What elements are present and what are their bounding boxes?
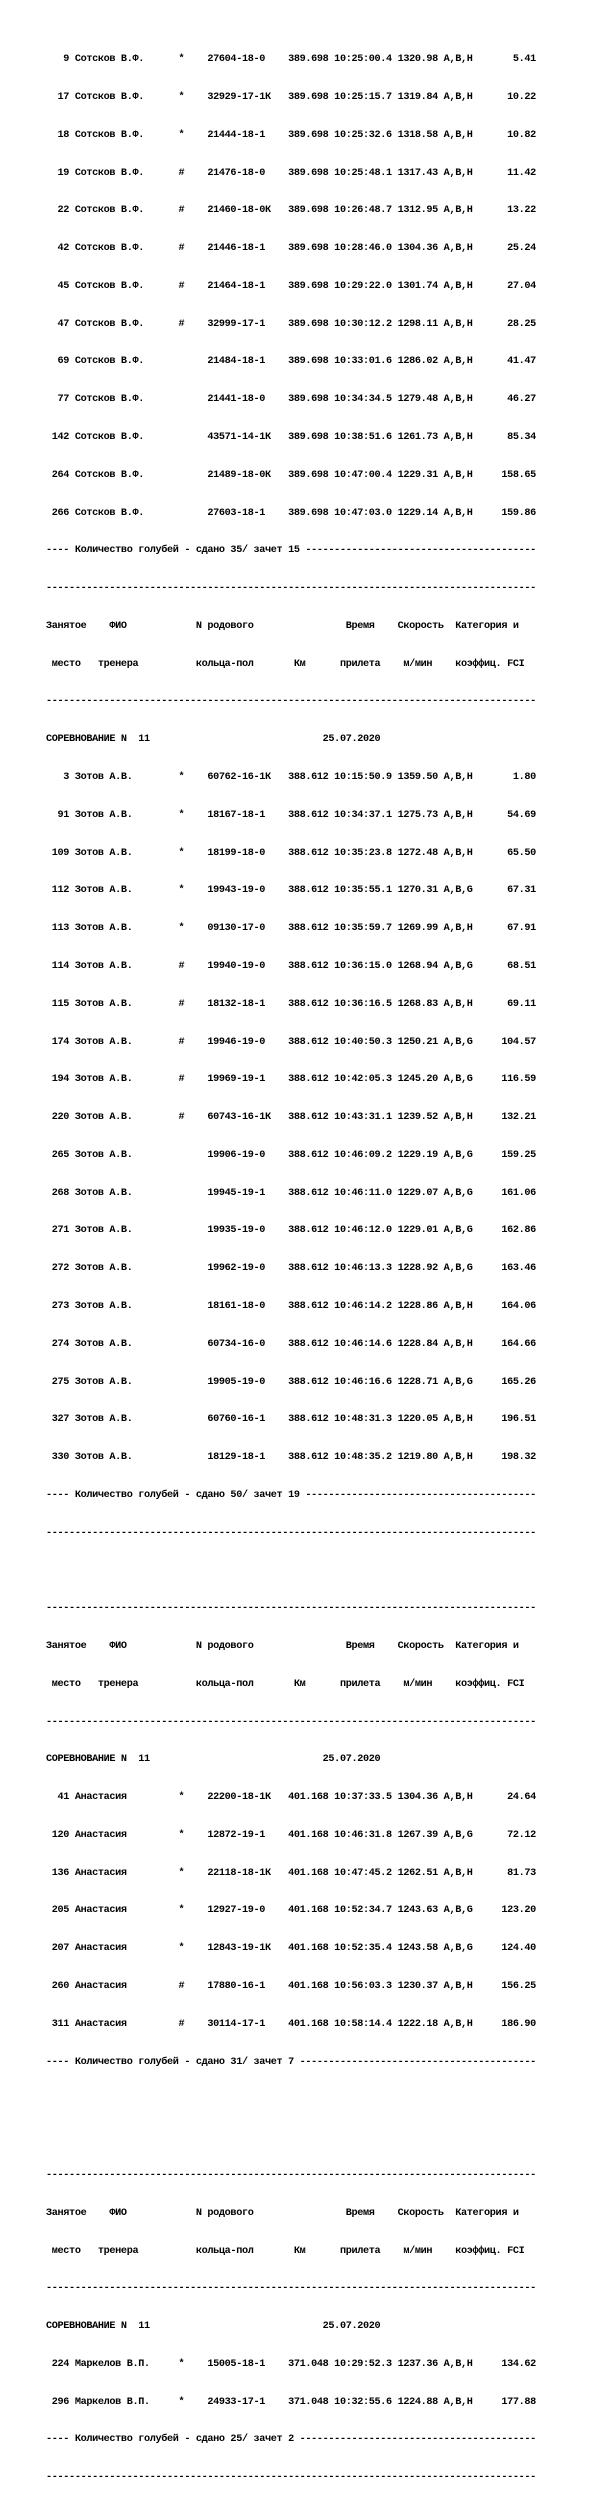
result-row: 17 Сотсков В.Ф. * 32929-17-1К 389.698 10:25:15.7 1319.84 A,B,H 10.22 xyxy=(46,91,536,103)
divider: ------------------------------------------------------------------------------------- xyxy=(46,2169,536,2181)
divider: ------------------------------------------------------------------------------------- xyxy=(46,1527,536,1539)
divider: ------------------------------------------------------------------------------------- xyxy=(46,1603,536,1615)
result-row: 114 Зотов А.В. # 19940-19-0 388.612 10:36:15.0 1268.94 A,B,G 68.51 xyxy=(46,960,536,972)
divider: ------------------------------------------------------------------------------------- xyxy=(46,2283,536,2295)
result-row: 271 Зотов А.В. 19935-19-0 388.612 10:46:12.0 1229.01 A,B,G 162.86 xyxy=(46,1225,536,1237)
summary-line: ---- Количество голубей - сдано 31/ зачет 7 ----------------------------------------- xyxy=(46,2056,536,2068)
result-row: 3 Зотов А.В. * 60762-16-1К 388.612 10:15:50.9 1359.50 A,B,H 1.80 xyxy=(46,772,536,784)
result-row: 275 Зотов А.В. 19905-19-0 388.612 10:46:16.6 1228.71 A,B,G 165.26 xyxy=(46,1376,536,1388)
result-row: 142 Сотсков В.Ф. 43571-14-1К 389.698 10:38:51.6 1261.73 A,B,H 85.34 xyxy=(46,432,536,443)
header-line: место тренера кольца-пол Км прилета м/мин коэффиц. FCI xyxy=(46,1678,525,1690)
result-row: 91 Зотов А.В. * 18167-18-1 388.612 10:34:37.1 1275.73 A,B,H 54.69 xyxy=(46,809,536,821)
summary-line: ---- Количество голубей - сдано 35/ зачет 15 ---------------------------------------- xyxy=(46,545,536,557)
competition-line: СОРЕВНОВАНИЕ N 11 25.07.2020 xyxy=(46,2321,381,2333)
divider: ------------------------------------------------------------------------------------- xyxy=(46,696,536,708)
result-row: 9 Сотсков В.Ф. * 27604-18-0 389.698 10:25:00.4 1320.98 A,B,H 5.41 xyxy=(46,54,536,66)
result-row: 174 Зотов А.В. # 19946-19-0 388.612 10:40:50.3 1250.21 A,B,G 104.57 xyxy=(46,1036,536,1048)
result-row: 207 Анастасия * 12843-19-1К 401.168 10:52:35.4 1243.58 A,B,G 124.40 xyxy=(46,1943,536,1955)
blank-line xyxy=(46,2094,536,2107)
header-line: место тренера кольца-пол Км прилета м/мин коэффиц. FCI xyxy=(46,658,525,670)
divider: ------------------------------------------------------------------------------------- xyxy=(46,1716,536,1728)
result-row: 47 Сотсков В.Ф. # 32999-17-1 389.698 10:30:12.2 1298.11 A,B,H 28.25 xyxy=(46,318,536,330)
result-row: 45 Сотсков В.Ф. # 21464-18-1 389.698 10:29:22.0 1301.74 A,B,H 27.04 xyxy=(46,280,536,292)
result-row: 22 Сотсков В.Ф. # 21460-18-0К 389.698 10:26:48.7 1312.95 A,B,H 13.22 xyxy=(46,205,536,217)
result-row: 113 Зотов А.В. * 09130-17-0 388.612 10:35:59.7 1269.99 A,B,H 67.91 xyxy=(46,923,536,935)
result-row: 69 Сотсков В.Ф. 21484-18-1 389.698 10:33:01.6 1286.02 A,B,H 41.47 xyxy=(46,356,536,368)
result-row: 120 Анастасия * 12872-19-1 401.168 10:46:31.8 1267.39 A,B,G 72.12 xyxy=(46,1829,536,1841)
result-row: 327 Зотов А.В. 60760-16-1 388.612 10:48:31.3 1220.05 A,B,H 196.51 xyxy=(46,1414,536,1426)
result-row: 260 Анастасия # 17880-16-1 401.168 10:56:03.3 1230.37 A,B,H 156.25 xyxy=(46,1981,536,1993)
result-row: 268 Зотов А.В. 19945-19-1 388.612 10:46:11.0 1229.07 A,B,G 161.06 xyxy=(46,1187,536,1199)
header-line: место тренера кольца-пол Км прилета м/мин коэффиц. FCI xyxy=(46,2245,525,2257)
header-line: Занятое ФИО N родового Время Скорость Категория и xyxy=(46,1641,519,1652)
result-row: 18 Сотсков В.Ф. * 21444-18-1 389.698 10:25:32.6 1318.58 A,B,H 10.82 xyxy=(46,129,536,141)
result-row: 264 Сотсков В.Ф. 21489-18-0К 389.698 10:47:00.4 1229.31 A,B,H 158.65 xyxy=(46,469,536,481)
result-row: 194 Зотов А.В. # 19969-19-1 388.612 10:42:05.3 1245.20 A,B,G 116.59 xyxy=(46,1074,536,1086)
result-row: 296 Маркелов В.П. * 24933-17-1 371.048 10:32:55.6 1224.88 A,B,H 177.88 xyxy=(46,2396,536,2408)
result-row: 273 Зотов А.В. 18161-18-0 388.612 10:46:14.2 1228.86 A,B,H 164.06 xyxy=(46,1300,536,1312)
result-row: 112 Зотов А.В. * 19943-19-0 388.612 10:35:55.1 1270.31 A,B,G 67.31 xyxy=(46,885,536,897)
blank-line xyxy=(46,2132,536,2145)
result-row: 136 Анастасия * 22118-18-1К 401.168 10:47:45.2 1262.51 A,B,H 81.73 xyxy=(46,1867,536,1879)
result-row: 274 Зотов А.В. 60734-16-0 388.612 10:46:14.6 1228.84 A,B,H 164.66 xyxy=(46,1338,536,1350)
result-row: 266 Сотсков В.Ф. 27603-18-1 389.698 10:47:03.0 1229.14 A,B,H 159.86 xyxy=(46,507,536,519)
result-row: 311 Анастасия # 30114-17-1 401.168 10:58:14.4 1222.18 A,B,H 186.90 xyxy=(46,2018,536,2030)
summary-line: ---- Количество голубей - сдано 25/ зачет 2 ----------------------------------------- xyxy=(46,2434,536,2446)
result-row: 220 Зотов А.В. # 60743-16-1К 388.612 10:43:31.1 1239.52 A,B,H 132.21 xyxy=(46,1112,536,1124)
result-row: 109 Зотов А.В. * 18199-18-0 388.612 10:35:23.8 1272.48 A,B,H 65.50 xyxy=(46,847,536,859)
blank-line xyxy=(46,1565,536,1578)
result-row: 272 Зотов А.В. 19962-19-0 388.612 10:46:13.3 1228.92 A,B,G 163.46 xyxy=(46,1263,536,1275)
result-row: 115 Зотов А.В. # 18132-18-1 388.612 10:36:16.5 1268.83 A,B,H 69.11 xyxy=(46,998,536,1010)
result-row: 41 Анастасия * 22200-18-1К 401.168 10:37:33.5 1304.36 A,B,H 24.64 xyxy=(46,1792,536,1804)
result-row: 205 Анастасия * 12927-19-0 401.168 10:52:34.7 1243.63 A,B,G 123.20 xyxy=(46,1905,536,1917)
result-row: 265 Зотов А.В. 19906-19-0 388.612 10:46:09.2 1229.19 A,B,G 159.25 xyxy=(46,1149,536,1161)
header-line: Занятое ФИО N родового Время Скорость Категория и xyxy=(46,620,519,632)
header-line: Занятое ФИО N родового Время Скорость Категория и xyxy=(46,2207,519,2219)
result-row: 330 Зотов А.В. 18129-18-1 388.612 10:48:35.2 1219.80 A,B,H 198.32 xyxy=(46,1452,536,1464)
results-document xyxy=(46,29,536,2497)
result-row: 42 Сотсков В.Ф. # 21446-18-1 389.698 10:28:46.0 1304.36 A,B,H 25.24 xyxy=(46,243,536,255)
result-row: 224 Маркелов В.П. * 15005-18-1 371.048 10:29:52.3 1237.36 A,B,H 134.62 xyxy=(46,2358,536,2370)
summary-line: ---- Количество голубей - сдано 50/ зачет 19 ---------------------------------------- xyxy=(46,1489,536,1501)
competition-line: СОРЕВНОВАНИЕ N 11 25.07.2020 xyxy=(46,734,381,746)
result-row: 77 Сотсков В.Ф. 21441-18-0 389.698 10:34:34.5 1279.48 A,B,H 46.27 xyxy=(46,394,536,406)
competition-line: СОРЕВНОВАНИЕ N 11 25.07.2020 xyxy=(46,1754,381,1766)
divider: ------------------------------------------------------------------------------------- xyxy=(46,2472,536,2484)
result-row: 19 Сотсков В.Ф. # 21476-18-0 389.698 10:25:48.1 1317.43 A,B,H 11.42 xyxy=(46,167,536,179)
divider: ------------------------------------------------------------------------------------- xyxy=(46,583,536,595)
